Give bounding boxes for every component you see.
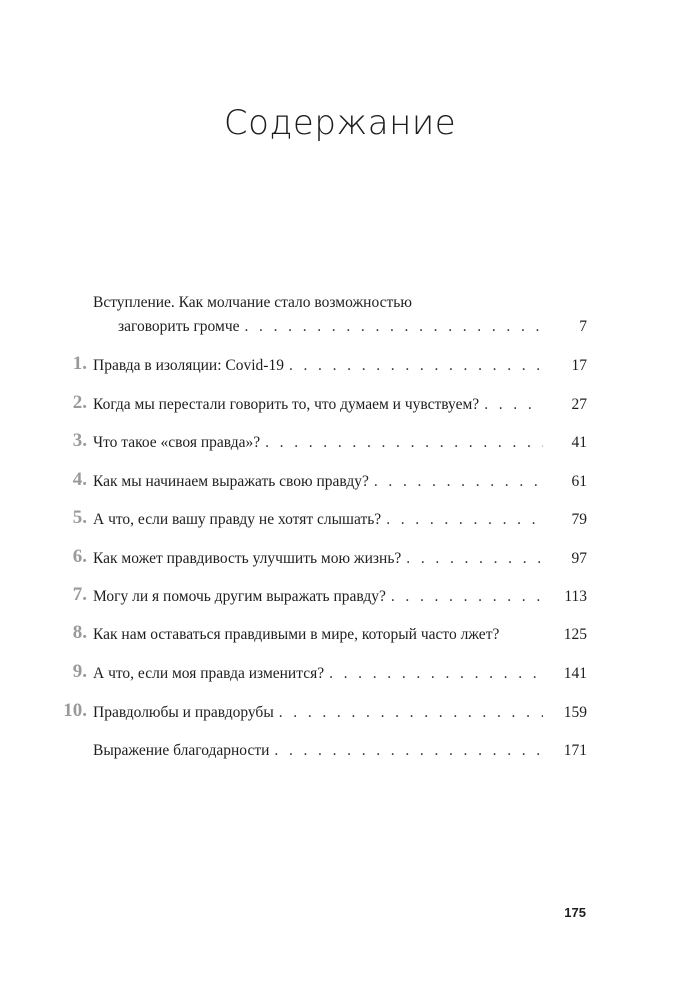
dot-leader	[284, 356, 543, 376]
toc-entry-title: Вступление. Как молчание стало возможностью	[93, 294, 412, 311]
toc-entry-title: Правдолюбы и правдорубы	[93, 704, 274, 721]
toc-page-number: 79	[571, 511, 587, 528]
dot-leader	[381, 510, 543, 530]
toc-page-number: 27	[571, 396, 587, 413]
toc-page-number: 7	[579, 318, 587, 335]
dot-leader	[386, 587, 543, 607]
dot-leader	[401, 549, 543, 569]
toc-entry-title: Когда мы перестали говорить то, что думаем и чувствуем?	[93, 396, 480, 413]
dot-leader	[324, 664, 543, 684]
dot-leader	[260, 433, 543, 453]
toc-page-number: 159	[563, 704, 587, 721]
chapter-number: 6.	[72, 546, 87, 567]
toc-page-number: 141	[563, 665, 587, 682]
toc-entry-title: А что, если моя правда изменится?	[93, 665, 325, 682]
dot-leader	[269, 741, 543, 761]
toc-entry-title-continued: заговорить громче	[118, 318, 240, 335]
toc-page-number: 97	[571, 550, 587, 567]
toc-entry-title: Правда в изоляции: Covid-19	[93, 357, 284, 374]
toc-entry-title: Что такое «своя правда»?	[93, 434, 261, 451]
chapter-number: 4.	[72, 469, 87, 490]
toc-page-number: 41	[571, 434, 587, 451]
page-title: Содержание	[223, 103, 457, 143]
chapter-number: 10.	[63, 700, 87, 721]
dot-leader	[369, 472, 543, 492]
page-number-folio: 175	[564, 905, 586, 920]
dot-leader	[479, 395, 543, 415]
chapter-number: 9.	[72, 661, 87, 682]
toc-entry-title: Как мы начинаем выражать свою правду?	[93, 473, 369, 490]
toc-entry-title: А что, если вашу правду не хотят слышать?	[93, 511, 382, 528]
toc-page-number: 17	[571, 357, 587, 374]
chapter-number: 5.	[72, 507, 87, 528]
chapter-number: 3.	[72, 430, 87, 451]
dot-leader	[240, 317, 544, 337]
toc-entry-title: Могу ли я помочь другим выражать правду?	[93, 588, 386, 605]
chapter-number: 8.	[72, 622, 87, 643]
chapter-number: 2.	[72, 392, 87, 413]
toc-page-number: 113	[564, 588, 587, 605]
toc-page-number: 125	[563, 626, 587, 643]
toc-entry-title: Как нам оставаться правдивыми в мире, который часто лжет?	[93, 626, 500, 643]
toc-page-number: 61	[571, 473, 587, 490]
dot-leader	[274, 703, 543, 723]
chapter-number: 7.	[72, 584, 87, 605]
chapter-number: 1.	[72, 353, 87, 374]
toc-page-number: 171	[563, 742, 587, 759]
toc-entry-title: Выражение благодарности	[93, 742, 270, 759]
toc-entry-title: Как может правдивость улучшить мою жизнь?	[93, 550, 402, 567]
